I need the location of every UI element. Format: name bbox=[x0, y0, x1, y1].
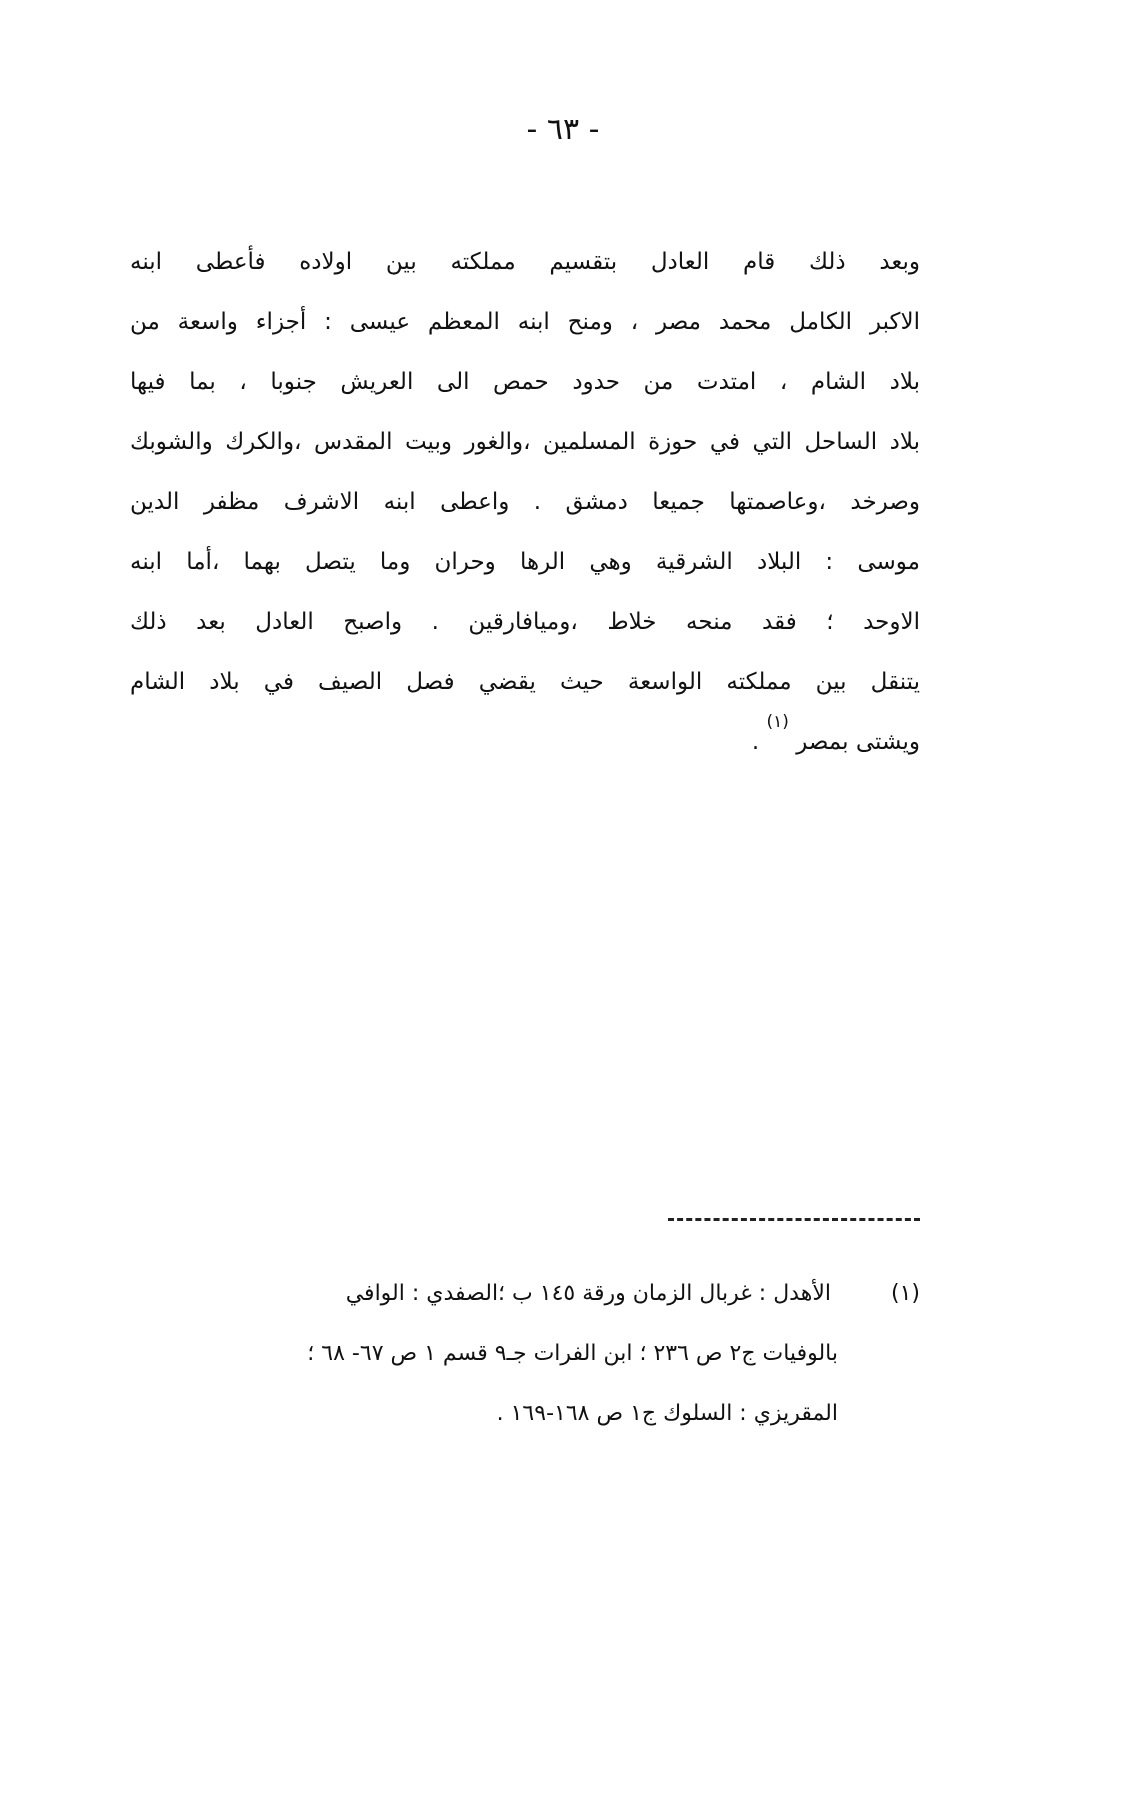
page-number: - ٦٣ - bbox=[526, 112, 600, 147]
body-line: يتنقل بين مملكته الواسعة حيث يقضي فصل الصيف في بلاد الشام bbox=[130, 669, 920, 695]
body-line: وصرخد ،وعاصمتها جميعا دمشق . واعطى ابنه الاشرف مظفر الدين bbox=[130, 489, 920, 515]
footnote-line: بالوفيات ج٢ ص ٢٣٦ ؛ ابن الفرات جـ٩ قسم ١ ص ٦٧- ٦٨ ؛ bbox=[307, 1341, 838, 1366]
footnote-reference-mark: (١) bbox=[766, 712, 789, 732]
body-line: الاوحد ؛ فقد منحه خلاط ،وميافارقين . واصبح العادل بعد ذلك bbox=[130, 609, 920, 635]
body-last-line-text: ويشتى بمصر bbox=[796, 729, 920, 755]
body-line: وبعد ذلك قام العادل بتقسيم مملكته بين اولاده فأعطى ابنه bbox=[130, 249, 920, 275]
sentence-end-mark: . bbox=[751, 729, 760, 755]
body-line: موسى : البلاد الشرقية وهي الرها وحران وما يتصل بهما ،أما ابنه bbox=[130, 549, 920, 575]
footnote-line bbox=[180, 1264, 920, 1324]
body-last-line bbox=[130, 712, 920, 772]
footnotes-block bbox=[180, 1264, 920, 1444]
body-line: الاكبر الكامل محمد مصر ، ومنح ابنه المعظم عيسى : أجزاء واسعة من bbox=[130, 309, 920, 335]
body-line: بلاد الشام ، امتدت من حدود حمص الى العريش جنوبا ، بما فيها bbox=[130, 369, 920, 395]
footnote-text: الأهدل : غربال الزمان ورقة ١٤٥ ب ؛الصفدي : الوافي bbox=[345, 1281, 831, 1306]
body-line: بلاد الساحل التي في حوزة المسلمين ،والغور وبيت المقدس ،والكرك والشوبك bbox=[130, 429, 920, 455]
footnote-separator bbox=[668, 1218, 920, 1221]
footnote-number: (١) bbox=[890, 1281, 920, 1306]
main-paragraph bbox=[130, 232, 920, 772]
footnote-line: المقريزي : السلوك ج١ ص ١٦٨-١٦٩ . bbox=[496, 1401, 838, 1426]
